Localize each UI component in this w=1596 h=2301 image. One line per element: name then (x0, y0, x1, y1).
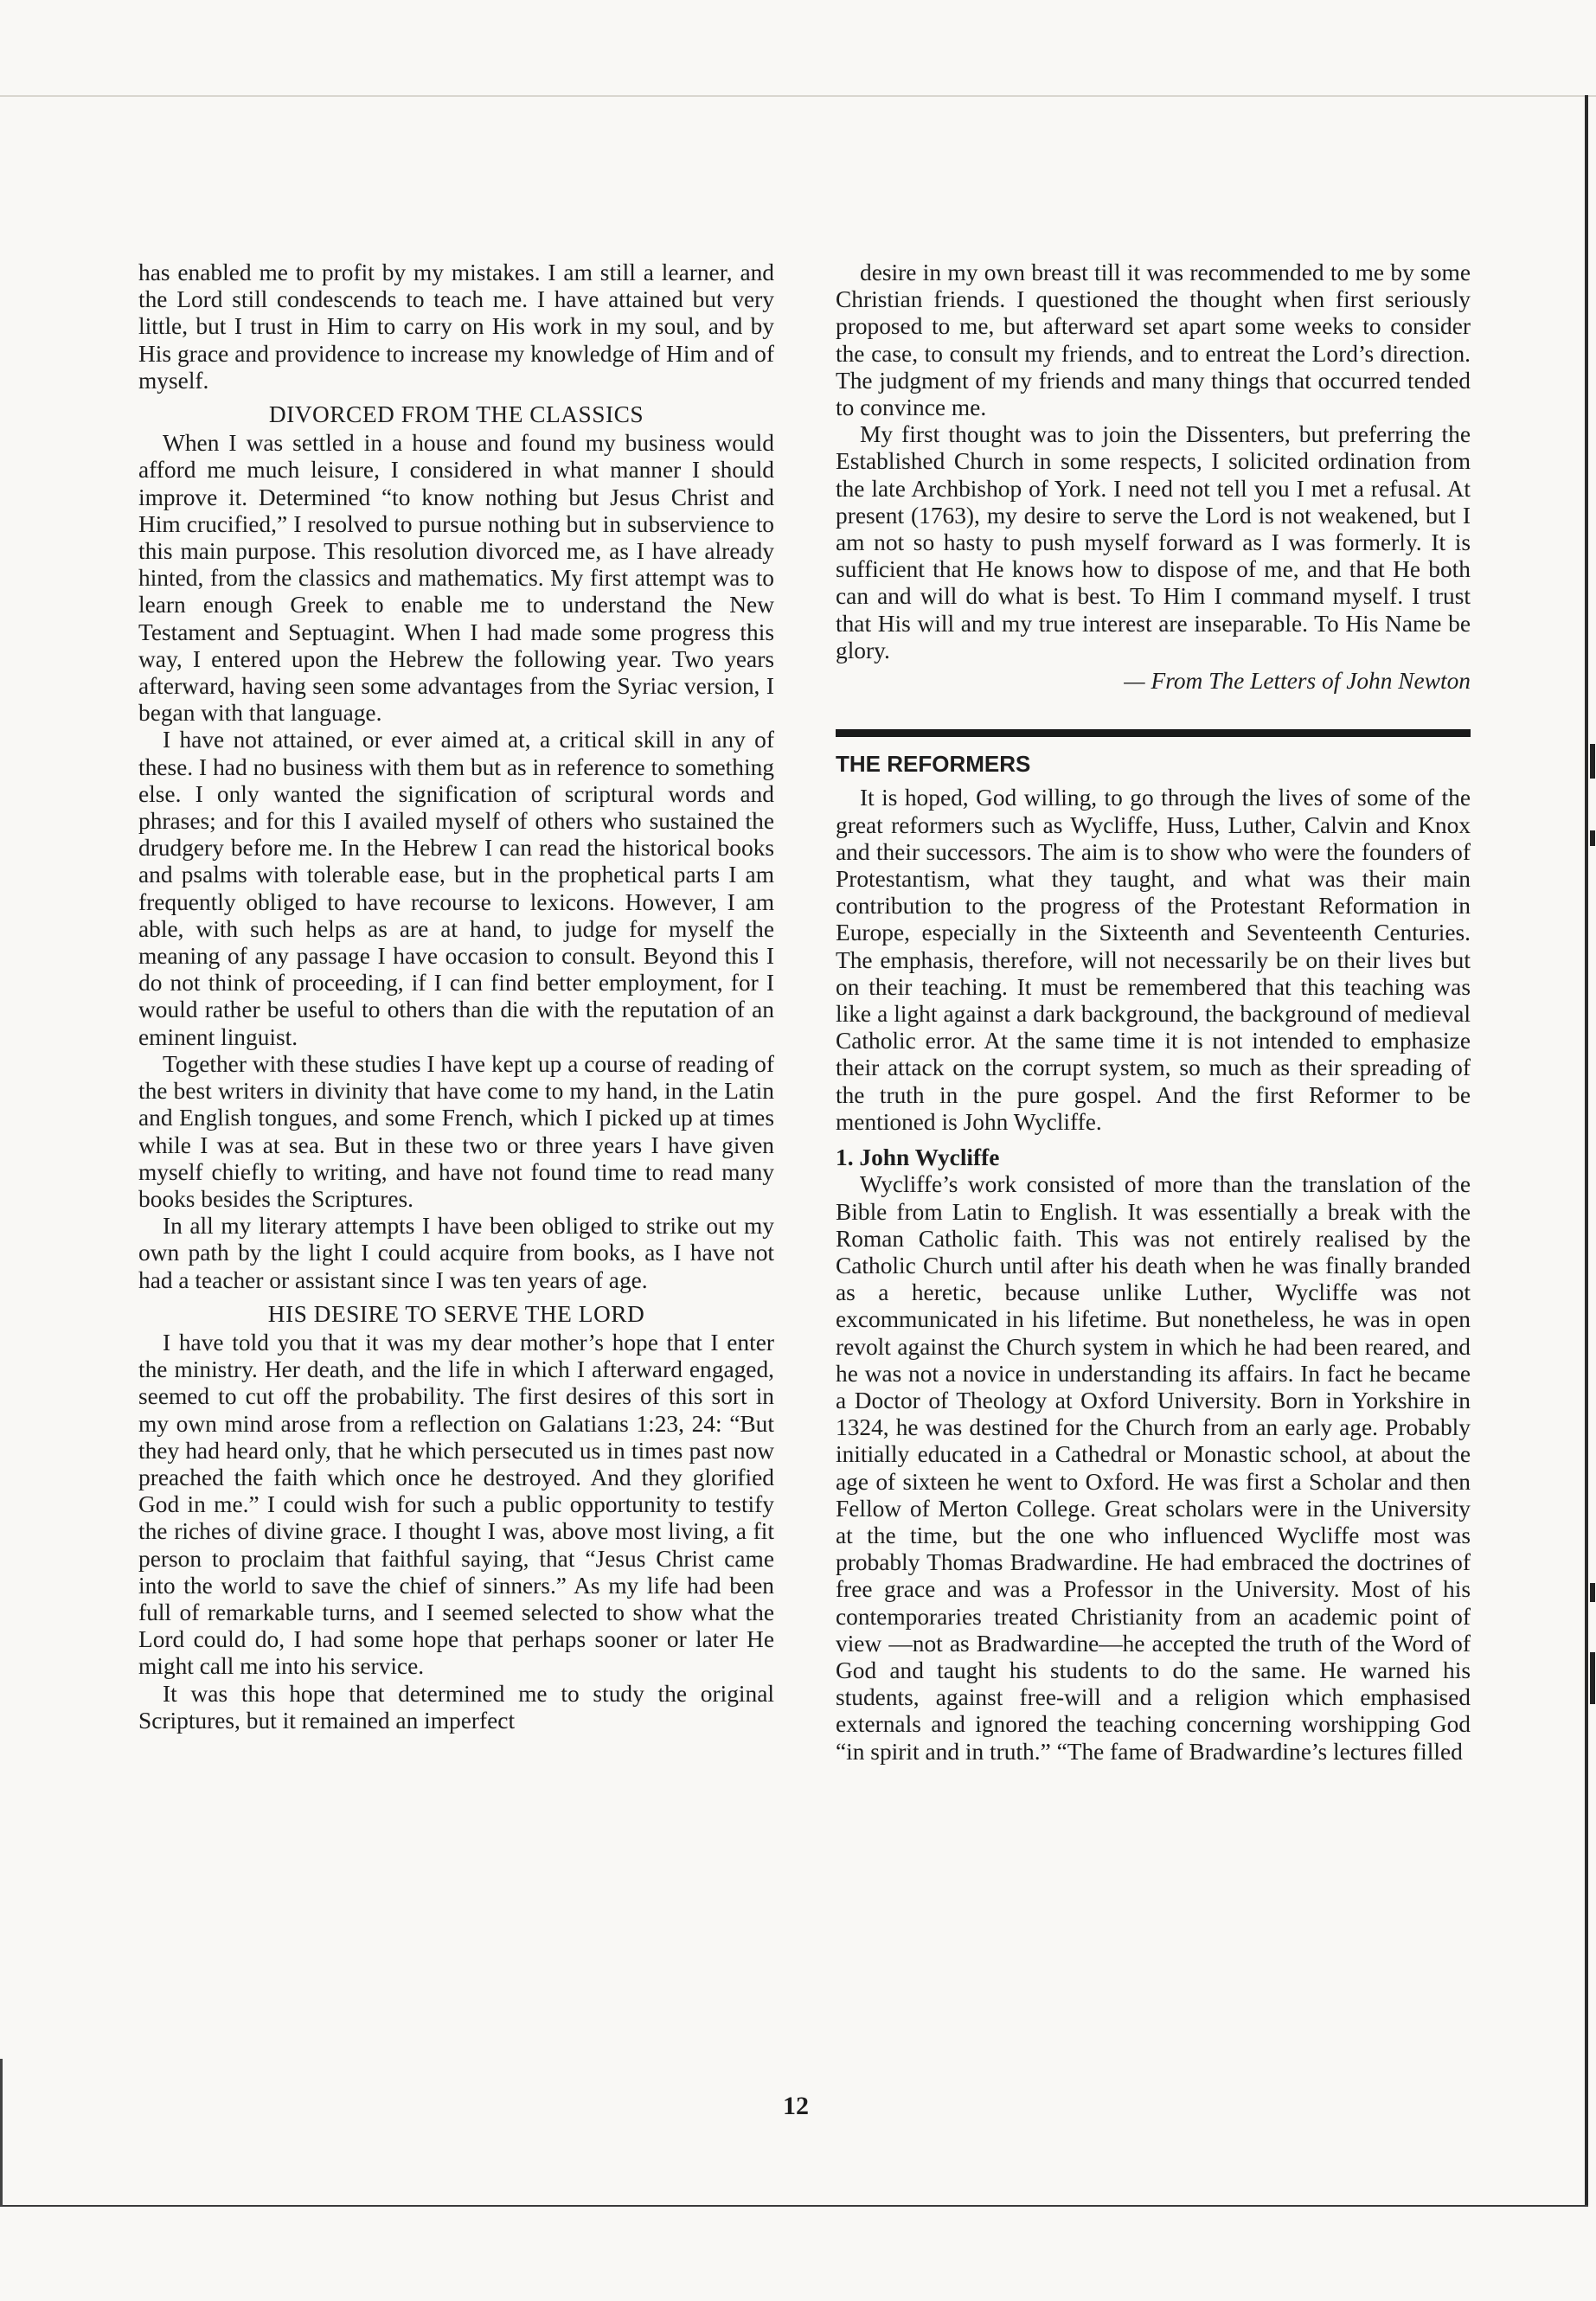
paragraph: desire in my own breast till it was recommended to me by some Christian friends. I questioned the thought when first seriously proposed to me, but afterward set apart some weeks to consider the case, to consult my friends, and to entreat the Lord’s direction. The judgment of my friends and many things that occurred tended to convince me. (836, 260, 1471, 421)
paragraph: When I was settled in a house and found my business would afford me much leisure, I considered in what manner I should improve it. Determined “to know nothing but Jesus Christ and Him crucified,” I resolved to pursue nothing but in subservience to this main purpose. This resolution divorced me, as I have already hinted, from the classics and mathematics. My first attempt was to learn enough Greek to enable me to understand the New Testament and Septuagint. When I had made some progress this way, I entered upon the Hebrew the following year. Two years afterward, having seen some advantages from the Syriac version, I began with that language. (138, 430, 774, 727)
bottom-scan-edge (0, 2205, 1588, 2207)
paragraph: I have not attained, or ever aimed at, a critical skill in any of these. I had no business with them but as in reference to something else. I only wanted the signification of scriptural words and phrases; and for this I availed myself of others who sustained the drudgery before me. In the Hebrew I can read the historical books and psalms with tolerable ease, but in the prophetical parts I am frequently obliged to have recourse to lexicons. However, I am able, with such helps as are at hand, to judge for myself the meaning of any passage I have occasion to consult. Beyond this I do not think of proceeding, if I can find better employment, for I would rather be useful to others than die with the reputation of an eminent linguist. (138, 727, 774, 1050)
heading-desire-to-serve: HIS DESIRE TO SERVE THE LORD (267, 1300, 645, 1327)
left-scan-edge (0, 2059, 3, 2206)
edge-mark (1590, 1583, 1595, 1602)
attribution: — From The Letters of John Newton (1124, 668, 1471, 695)
edge-mark (1590, 744, 1595, 779)
page-number: 12 (783, 2092, 809, 2120)
paragraph: In all my literary attempts I have been obliged to strike out my own path by the light I could acquire from books, as I have not had a teacher or assistant since I was ten years of age. (138, 1213, 774, 1293)
paragraph: It is hoped, God willing, to go through the lives of some of the great reformers such as Wycliffe, Huss, Luther, Calvin and Knox and their successors. The aim is to show who were the founders of Protestantism, what they taught, and what was their main contribution to the progress of the Protestant Reformation in Europe, especially in the Sixteenth and Seventeenth Centuries. The emphasis, therefore, will not necessarily be on their lives but on their teaching. It must be remembered that this teaching was like a light against a dark background, the background of medieval Catholic error. At the same time it is not intended to emphasize their attack on the corrupt system, so much as their spreading of the truth in the pure gospel. And the first Reformer to be mentioned is John Wycliffe. (836, 785, 1471, 1135)
paragraph: has enabled me to profit by my mistakes. I am still a learner, and the Lord still condescends to teach me. I have attained but very little, but I trust in Him to carry on His work in my soul, and by His grace and providence to increase my knowledge of Him and of myself. (138, 260, 774, 394)
paragraph: Together with these studies I have kept up a course of reading of the best writers in divinity that have come to my hand, in the Latin and English tongues, and some French, which I picked up at times while I was at sea. But in these two or three years I have given myself chiefly to writing, and have not found time to read many books besides the Scriptures. (138, 1050, 774, 1212)
edge-mark (1590, 830, 1595, 846)
section-title-reformers: THE REFORMERS (836, 751, 1031, 778)
paragraph: It was this hope that determined me to study the original Scriptures, but it remained an imperfect (138, 1680, 774, 1734)
right-scan-edge (1585, 95, 1588, 2206)
paragraph: My first thought was to join the Dissenters, but preferring the Established Church in some respects, I solicited ordination from the late Archbishop of York. I need not tell you I met a refusal. At present (1763), my desire to serve the Lord is not weakened, but I am not so hasty to push myself forward as I was formerly. It is sufficient that He knows how to dispose of me, and that He both can and will do what is best. To Him I command myself. I trust that His will and my true interest are inseparable. To His Name be glory. (836, 421, 1471, 663)
left-column (138, 260, 774, 1734)
edge-mark (1590, 1652, 1595, 1704)
item-title-john-wycliffe: 1. John Wycliffe (836, 1144, 1000, 1171)
right-column (836, 260, 1471, 1766)
section-rule (836, 729, 1471, 737)
heading-divorced-from-classics: DIVORCED FROM THE CLASSICS (268, 401, 644, 428)
paragraph: I have told you that it was my dear mother’s hope that I enter the ministry. Her death, and the life in which I afterward engaged, seemed to cut off the probability. The first desires of this sort in my own mind arose from a reflection on Galatians 1:23, 24: “But they had heard only, that he which persecuted us in times past now preached the faith which once he destroyed. And they glorified God in me.” I could wish for such a public opportunity to testify the riches of divine grace. I thought I was, above most living, a fit person to proclaim that faithful saying, that “Jesus Christ came into the world to save the chief of sinners.” As my life had been full of remarkable turns, and I seemed selected to show what the Lord could do, I had some hope that perhaps sooner or later He might call me into his service. (138, 1329, 774, 1680)
top-divider (0, 95, 1596, 97)
paragraph: Wycliffe’s work consisted of more than the translation of the Bible from Latin to English. It was essentially a break with the Roman Catholic faith. This was not entirely realised by the Catholic Church until after his death when he was finally branded as a heretic, because unlike Luther, Wycliffe was not excommunicated in his lifetime. But nonetheless, he was in open revolt against the Church system in which he had been reared, and he was not a novice in understanding its affairs. In fact he became a Doctor of Theology at Oxford University. Born in Yorkshire in 1324, he was destined for the Church from an early age. Probably initially educated in a Cathedral or Monastic school, at about the age of sixteen he went to Oxford. He was first a Scholar and then Fellow of Merton College. Great scholars were in the University at the time, but the one who influenced Wycliffe most was probably Thomas Bradwardine. He had embraced the doctrines of free grace and was a Professor in the University. Most of his contemporaries treated Christianity from an academic point of view —not as Bradwardine—he accepted the truth of the Word of God and taught his students to do the same. He warned his students, against free-will and a religion which emphasised externals and ignored the teaching concerning worshipping God “in spirit and in truth.” “The fame of Bradwardine’s lectures filled (836, 1171, 1471, 1765)
